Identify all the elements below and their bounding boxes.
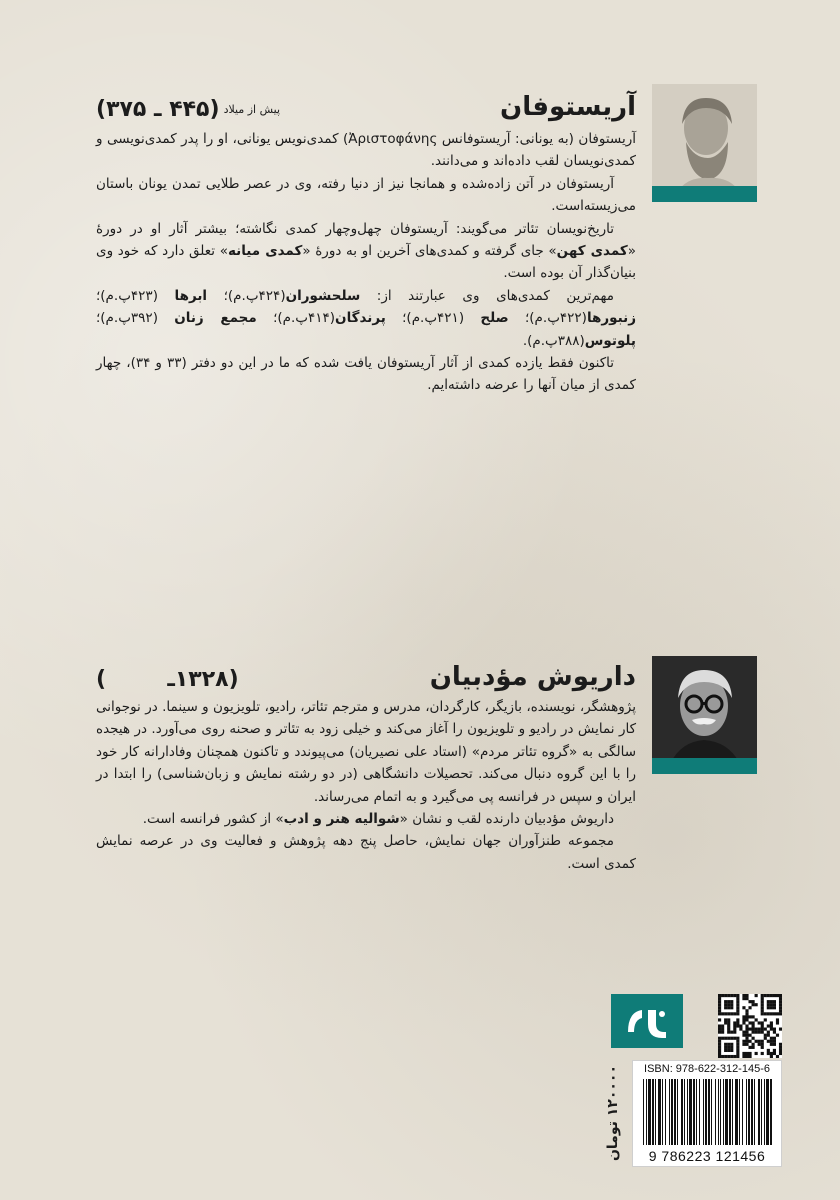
- publisher-logo-icon: [622, 1002, 672, 1040]
- moadabian-name: داریوش مؤدبیان: [429, 662, 636, 692]
- aristophanes-dates-prefix: پیش از میلاد: [223, 103, 281, 116]
- price-text: ۱۲۰۰۰۰ تومان: [605, 1064, 622, 1161]
- aristophanes-bio-p5: تاکنون فقط یازده کمدی از آثار آریستوفان یافت شده که ما در این دو دفتر (۳۳ و ۳۴)، چهار کمدی از میان آنها را عرضه داشته‌ایم.: [96, 355, 636, 394]
- aristophanes-bio-p1: آریستوفان (به یونانی: آریستوفانس Ἀριστοφάνης) کمدی‌نویس یونانی، او را پدر کمدی‌نویسی و کمدی‌نویسان لقب داده‌اند و می‌دانند.: [96, 131, 637, 170]
- aristophanes-bio: [96, 128, 636, 397]
- aristophanes-works: مهم‌ترین کمدی‌های وی عبارتند از: سلحشوران(۴۲۴پ.م)؛ ابرها (۴۲۳پ.م)؛ زنبورها(۴۲۲پ.م)؛ صلح (۴۲۱پ.م)؛ پرندگان(۴۱۴پ.م)؛ مجمع زنان (۳۹۲پ.م)؛ پلوتوس(۳۸۸پ.م).: [96, 287, 636, 349]
- middle-comedy-term: کمدی میانه: [227, 243, 303, 260]
- aristophanes-title-row: [96, 82, 636, 122]
- isbn-barcode: [632, 1060, 782, 1167]
- qr-code: [718, 994, 782, 1058]
- aristophanes-dates: (۴۴۵ ـ ۳۷۵): [96, 97, 220, 122]
- aristophanes-name: آریستوفان: [500, 92, 636, 122]
- moadabian-bio-p1: پژوهشگر، نویسنده، بازیگر، کارگردان، مدرس و مترجم تئاتر، رادیو، تلویزیون و سینما. در نوجوانی کار نمایش در رادیو و تلویزیون را آغاز می‌کند و خیلی زود به تئاتر و صحنه روی می‌آورد. در هیجده سالگی به «گروه تئاتر مردم» (استاد علی نصیریان) می‌پیوندد و تاکنون همچنان وفادارانه کار خود را با این گروه دنبال می‌کند. تحصیلات دانشگاهی (در دو رشته نمایش و زبان‌شناسی) را ابتدا در ایران و سپس در فرانسه پی می‌گیرد و به اتمام می‌رساند.: [96, 699, 636, 805]
- old-comedy-term: کمدی کهن: [556, 243, 628, 260]
- aristophanes-portrait: [652, 84, 757, 202]
- aristophanes-bio-p2: آریستوفان در آتن زاده‌شده و همانجا نیز از دنیا رفته، وی در عصر طلایی تمدن یونان باستان می‌زیسته‌است.: [96, 175, 636, 215]
- moadabian-title-row: [96, 652, 636, 692]
- moadabian-bio-p2: داریوش مؤدبیان دارنده لقب و نشان «شوالیه هنر و ادب» از کشور فرانسه است.: [142, 811, 614, 828]
- barcode-digits: 9 786223 121456: [648, 1148, 766, 1164]
- moadabian-bio-p3: مجموعه طنزآوران جهان نمایش، حاصل پنج دهه پژوهش و فعالیت وی در عرصه نمایش کمدی است.: [96, 833, 636, 872]
- isbn-text: ISBN: 978-622-312-145-6: [644, 1063, 770, 1075]
- aristophanes-bio-p3: تاریخ‌نویسان تئاتر می‌گویند: آریستوفان چهل‌وچهار کمدی نگاشته؛ بیشتر آثار او در دورهٔ «کمدی کهن» جای گرفته و کمدی‌های آخرین او به دورهٔ «کمدی میانه» تعلق دارد که خود وی بنیان‌گذار آن بوده است.: [96, 220, 636, 282]
- chevalier-title: شوالیه هنر و ادب: [283, 811, 400, 828]
- publisher-logo: [611, 994, 683, 1048]
- moadabian-bio: [96, 696, 636, 875]
- price-label: [602, 1060, 624, 1165]
- dariush-moadabian-portrait: [652, 656, 757, 774]
- moadabian-dates: (۱۳۲۸ـ ): [96, 667, 239, 692]
